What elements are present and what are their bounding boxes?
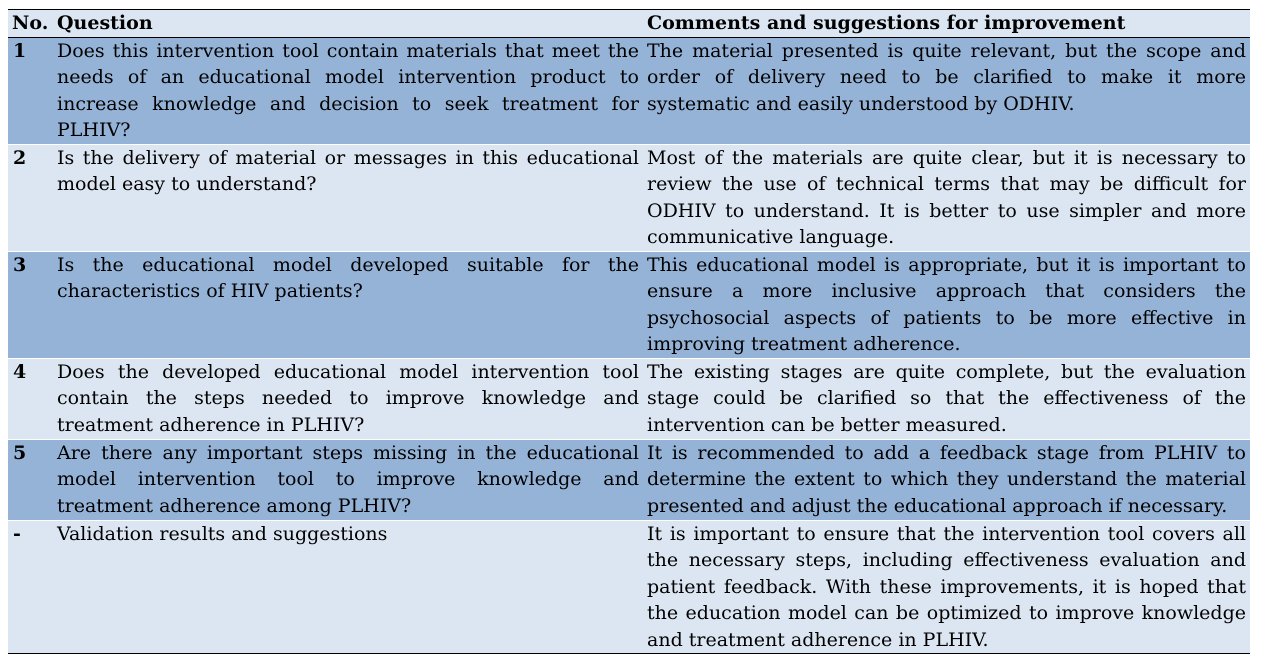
header-no: No. bbox=[8, 10, 53, 38]
row-question: Are there any important steps missing in the educational model intervention tool to improve knowledge and treatment adherence among PLHIV? bbox=[53, 440, 643, 521]
row-number: 3 bbox=[8, 252, 53, 359]
table-row bbox=[8, 359, 1250, 440]
row-number: 1 bbox=[8, 38, 53, 145]
row-question: Is the delivery of material or messages in this educational model easy to understand? bbox=[53, 145, 643, 252]
row-question: Validation results and suggestions bbox=[53, 521, 643, 654]
table-row bbox=[8, 38, 1250, 145]
row-comments: It is recommended to add a feedback stage from PLHIV to determine the extent to which they understand the material presented and adjust the educational approach if necessary. bbox=[643, 440, 1250, 521]
row-question: Does this intervention tool contain materials that meet the needs of an educational model intervention product to increase knowledge and decision to seek treatment for PLHIV? bbox=[53, 38, 643, 145]
row-comments: It is important to ensure that the intervention tool covers all the necessary steps, including effectiveness evaluation and patient feedback. With these improvements, it is hoped that the education model can be optimized to improve knowledge and treatment adherence in PLHIV. bbox=[643, 521, 1250, 654]
validation-table bbox=[8, 9, 1250, 654]
table-row bbox=[8, 145, 1250, 252]
row-comments: The existing stages are quite complete, but the evaluation stage could be clarified so that the effectiveness of the intervention can be better measured. bbox=[643, 359, 1250, 440]
row-number: 2 bbox=[8, 145, 53, 252]
row-number: - bbox=[8, 521, 53, 654]
row-number: 4 bbox=[8, 359, 53, 440]
row-question: Is the educational model developed suitable for the characteristics of HIV patients? bbox=[53, 252, 643, 359]
row-number: 5 bbox=[8, 440, 53, 521]
row-question: Does the developed educational model intervention tool contain the steps needed to improve knowledge and treatment adherence in PLHIV? bbox=[53, 359, 643, 440]
table-row bbox=[8, 440, 1250, 521]
header-question: Question bbox=[53, 10, 643, 38]
table-row bbox=[8, 521, 1250, 654]
row-comments: The material presented is quite relevant, but the scope and order of delivery need to be clarified to make it more systematic and easily understood by ODHIV. bbox=[643, 38, 1250, 145]
row-comments: This educational model is appropriate, but it is important to ensure a more inclusive approach that considers the psychosocial aspects of patients to be more effective in improving treatment adherence. bbox=[643, 252, 1250, 359]
header-comments: Comments and suggestions for improvement bbox=[643, 10, 1250, 38]
row-comments: Most of the materials are quite clear, but it is necessary to review the use of technical terms that may be difficult for ODHIV to understand. It is better to use simpler and more communicative language. bbox=[643, 145, 1250, 252]
table-row bbox=[8, 252, 1250, 359]
table-header-row bbox=[8, 10, 1250, 38]
